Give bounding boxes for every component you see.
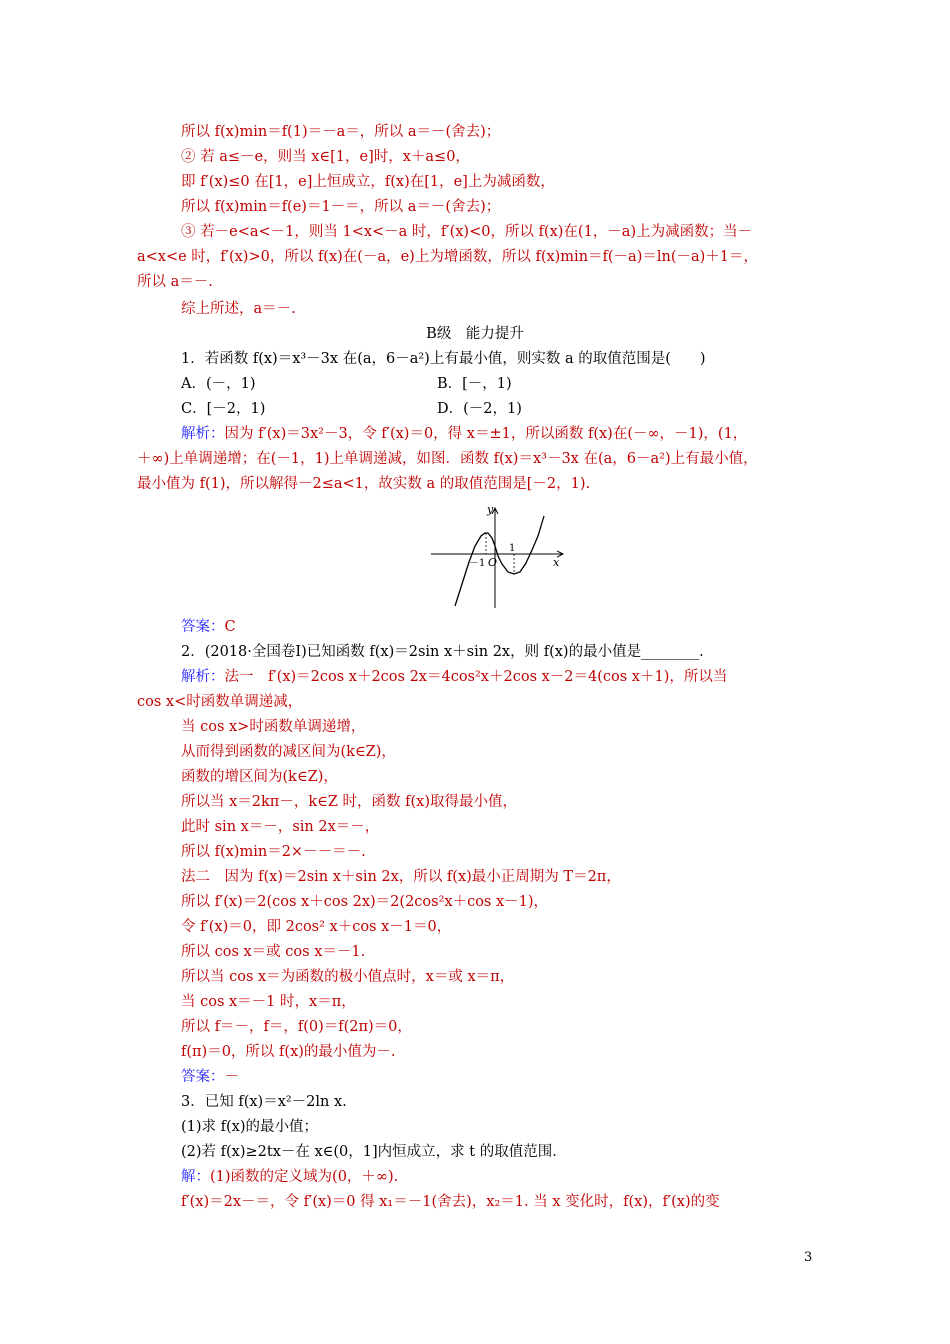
- solution-line: f′(x)＝2x－＝，令 f′(x)＝0 得 x₁＝－1(舍去)，x₂＝1. 当 x 变化时，f(x)，f′(x)的变: [181, 1194, 720, 1210]
- analysis-line: 所以 f′(x)＝2(cos x＋cos 2x)＝2(2cos²x＋cos x－1)，: [181, 894, 549, 910]
- solution-text: (1)函数的定义域为(0，＋∞).: [210, 1169, 399, 1185]
- analysis-line: cos x<时函数单调递减，: [137, 694, 303, 710]
- question-stem: 2．(2018·全国卷Ⅰ)已知函数 f(x)＝2sin x＋sin 2x，则 f(x)的最小值是________.: [181, 644, 704, 660]
- analysis-line: 法二 因为 f(x)＝2sin x＋sin 2x，所以 f(x)最小正周期为 T＝2π，: [181, 869, 621, 885]
- analysis-line: 从而得到函数的减区间为(k∈Z)，: [181, 744, 396, 760]
- analysis-line: ＋∞)上单调递增；在(－1，1)上单调递减，如图．函数 f(x)＝x³－3x 在(a，6－a²)上有最小值，: [137, 451, 758, 467]
- analysis-line: 令 f′(x)＝0，即 2cos² x＋cos x－1＝0，: [181, 919, 452, 935]
- analysis-label: 解析：: [181, 426, 225, 442]
- answer-value: －: [224, 1069, 239, 1085]
- text-line: a<x<e 时，f′(x)>0，所以 f(x)在(－a，e)上为增函数，所以 f(x)min＝f(－a)＝ln(－a)＋1＝，: [137, 249, 759, 265]
- answer-line: [181, 1067, 239, 1087]
- analysis-line: [181, 424, 747, 444]
- option-b: B．[－，1): [437, 376, 512, 392]
- analysis-line: 所以 f＝－，f＝，f(0)＝f(2π)＝0，: [181, 1019, 412, 1035]
- option-d: D．(－2，1): [437, 401, 522, 417]
- text-line: 综上所述，a＝－.: [181, 301, 296, 317]
- answer-value: C: [224, 619, 236, 635]
- solution-label: 解：: [181, 1169, 210, 1185]
- answer-line: [181, 617, 236, 637]
- question-stem: 1．若函数 f(x)＝x³－3x 在(a，6－a²)上有最小值，则实数 a 的取值范围是( ): [181, 351, 706, 367]
- analysis-text: 法一 f′(x)＝2cos x＋2cos 2x＝4cos²x＋2cos x－2＝4(cos x＋1)，所以当: [224, 669, 728, 685]
- analysis-line: 当 cos x＝－1 时，x＝π，: [181, 994, 356, 1010]
- analysis-line: 函数的增区间为(k∈Z)，: [181, 769, 338, 785]
- text-line: 所以 f(x)min＝f(1)＝－a＝，所以 a＝－(舍去)；: [181, 124, 501, 140]
- solution-line: [181, 1167, 398, 1187]
- question-part: (2)若 f(x)≥2tx－在 x∈(0，1]内恒成立，求 t 的取值范围．: [181, 1144, 567, 1160]
- text-line: 所以 f(x)min＝f(e)＝1－＝，所以 a＝－(舍去)；: [181, 199, 501, 215]
- analysis-line: 当 cos x>时函数单调递增，: [181, 719, 366, 735]
- analysis-line: 最小值为 f(1)，所以解得－2≤a<1，故实数 a 的取值范围是[－2，1).: [137, 476, 591, 492]
- answer-label: 答案：: [181, 1069, 225, 1085]
- text-line: ② 若 a≤－e，则当 x∈[1，e]时，x＋a≤0，: [181, 149, 470, 165]
- tick-label: 1: [509, 543, 516, 554]
- analysis-line: 此时 sin x＝－，sin 2x＝－，: [181, 819, 380, 835]
- answer-label: 答案：: [181, 619, 225, 635]
- text-line: 所以 a＝－.: [137, 274, 213, 290]
- option-a: A．(－，1): [181, 376, 256, 392]
- analysis-line: 所以当 x＝2kπ－，k∈Z 时，函数 f(x)取得最小值，: [181, 794, 517, 810]
- analysis-line: 所以 f(x)min＝2×－－＝－.: [181, 844, 366, 860]
- x-axis-label: x: [553, 556, 560, 569]
- option-c: C．[－2，1): [181, 401, 266, 417]
- analysis-line: 所以 cos x＝或 cos x＝－1.: [181, 944, 366, 960]
- tick-label: －1: [469, 558, 486, 569]
- section-title: B级 能力提升: [426, 326, 524, 342]
- page-number: 3: [804, 1250, 813, 1265]
- text-line: 即 f′(x)≤0 在[1，e]上恒成立，f(x)在[1，e]上为减函数，: [181, 174, 555, 190]
- analysis-label: 解析：: [181, 669, 225, 685]
- analysis-line: 所以当 cos x＝为函数的极小值点时，x＝或 x＝π，: [181, 969, 515, 985]
- analysis-line: f(π)＝0，所以 f(x)的最小值为－.: [181, 1044, 396, 1060]
- analysis-text: 因为 f′(x)＝3x²－3，令 f′(x)＝0，得 x＝±1，所以函数 f(x)在(－∞，－1)，(1，: [224, 426, 748, 442]
- question-part: (1)求 f(x)的最小值；: [181, 1119, 319, 1135]
- origin-label: O: [488, 556, 498, 569]
- analysis-line: [181, 667, 727, 687]
- text-line: ③ 若－e<a<－1，则当 1<x<－a 时，f′(x)<0，所以 f(x)在(1，－a)上为减函数；当－: [181, 224, 753, 240]
- cubic-function-graph: [425, 500, 575, 612]
- y-axis-label: y: [487, 503, 494, 516]
- question-stem: 3．已知 f(x)＝x²－2ln x.: [181, 1094, 347, 1110]
